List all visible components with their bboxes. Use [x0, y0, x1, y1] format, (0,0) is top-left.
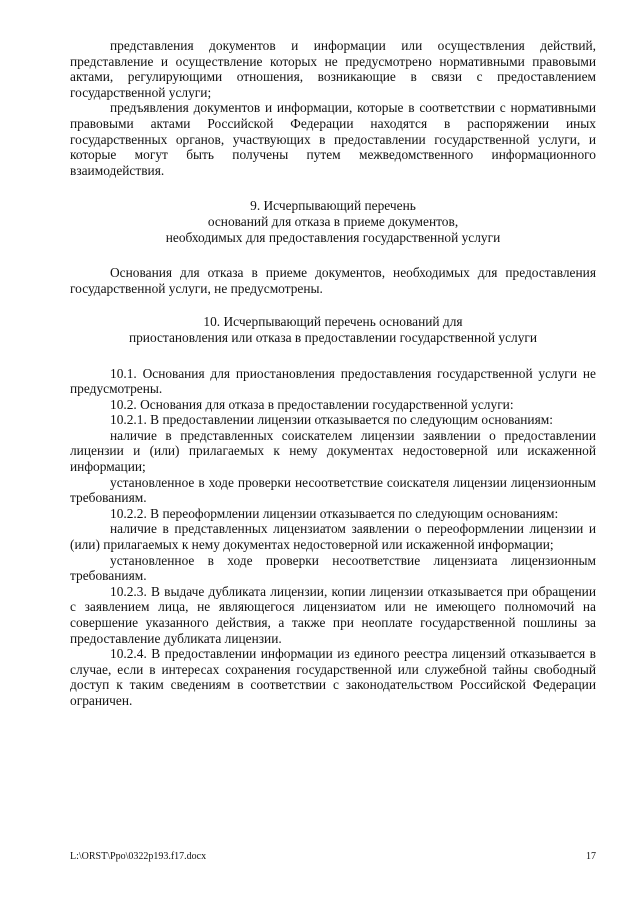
- file-path: L:\ORST\Ppo\0322p193.f17.docx: [70, 851, 207, 862]
- heading-line: необходимых для предоставления государственной услуги: [165, 229, 501, 245]
- paragraph: наличие в представленных соискателем лицензии заявлении о предоставлении лицензии и (или) прилагаемых к нему документах недостоверной или искаженной информации;: [70, 427, 596, 475]
- paragraph: предъявления документов и информации, которые в соответствии с нормативными правовыми актами Российской Федерации находятся в распоряжении иных государственных органов, участвующих в предоставлении государственной услуги, и которые могут быть получены путем межведомственного информационного взаимодействия.: [70, 100, 596, 178]
- paragraph: Основания для отказа в приеме документов, необходимых для предоставления государственной услуги, не предусмотрены.: [70, 265, 596, 296]
- paragraph: установленное в ходе проверки несоответствие соискателя лицензии лицензионным требованиям.: [70, 474, 596, 506]
- paragraph: 10.2.4. В предоставлении информации из единого реестра лицензий отказывается в случае, если в интересах сохранения государственной или служебной тайны свободный доступ к таким сведениям в соответствии с законодательством Российской Федерации ограничен.: [70, 646, 596, 708]
- paragraph: 10.2.2. В переоформлении лицензии отказывается по следующим основаниям:: [110, 505, 559, 521]
- heading-line: оснований для отказа в приеме документов,: [207, 213, 459, 229]
- heading-line: приостановления или отказа в предоставлении государственной услуги: [128, 329, 538, 345]
- heading-line: 9. Исчерпывающий перечень: [250, 198, 416, 214]
- paragraph: 10.2.3. В выдаче дубликата лицензии, копии лицензии отказывается при обращении с заявлением лица, не являющегося лицензиатом или не имеющего полномочий на совершение указанного действия, а также при неоплате государственной пошлины за предоставление дубликата лицензии.: [70, 583, 596, 646]
- section-10-heading: [70, 314, 596, 345]
- paragraph: представления документов и информации или осуществления действий, представление и осуществление которых не предусмотрено нормативными правовыми актами, регулирующими отношения, возникающие в связи с предоставлением государственной услуги;: [70, 38, 596, 100]
- document-body: [70, 38, 596, 709]
- paragraph: 10.1. Основания для приостановления предоставления государственной услуги не предусмотрены.: [70, 365, 596, 397]
- paragraph: наличие в представленных лицензиатом заявлении о переоформлении лицензии и (или) прилагаемых к нему документах недостоверной или искаженной информации;: [70, 521, 596, 553]
- paragraph: 10.2. Основания для отказа в предоставлении государственной услуги:: [110, 396, 514, 412]
- page-number: 17: [586, 851, 596, 862]
- paragraph: установленное в ходе проверки несоответствие лицензиата лицензионным требованиям.: [70, 552, 596, 584]
- page-footer: [70, 851, 596, 863]
- section-9-heading: [70, 198, 596, 245]
- paragraph: 10.2.1. В предоставлении лицензии отказывается по следующим основаниям:: [110, 412, 553, 428]
- heading-line: 10. Исчерпывающий перечень оснований для: [203, 314, 463, 330]
